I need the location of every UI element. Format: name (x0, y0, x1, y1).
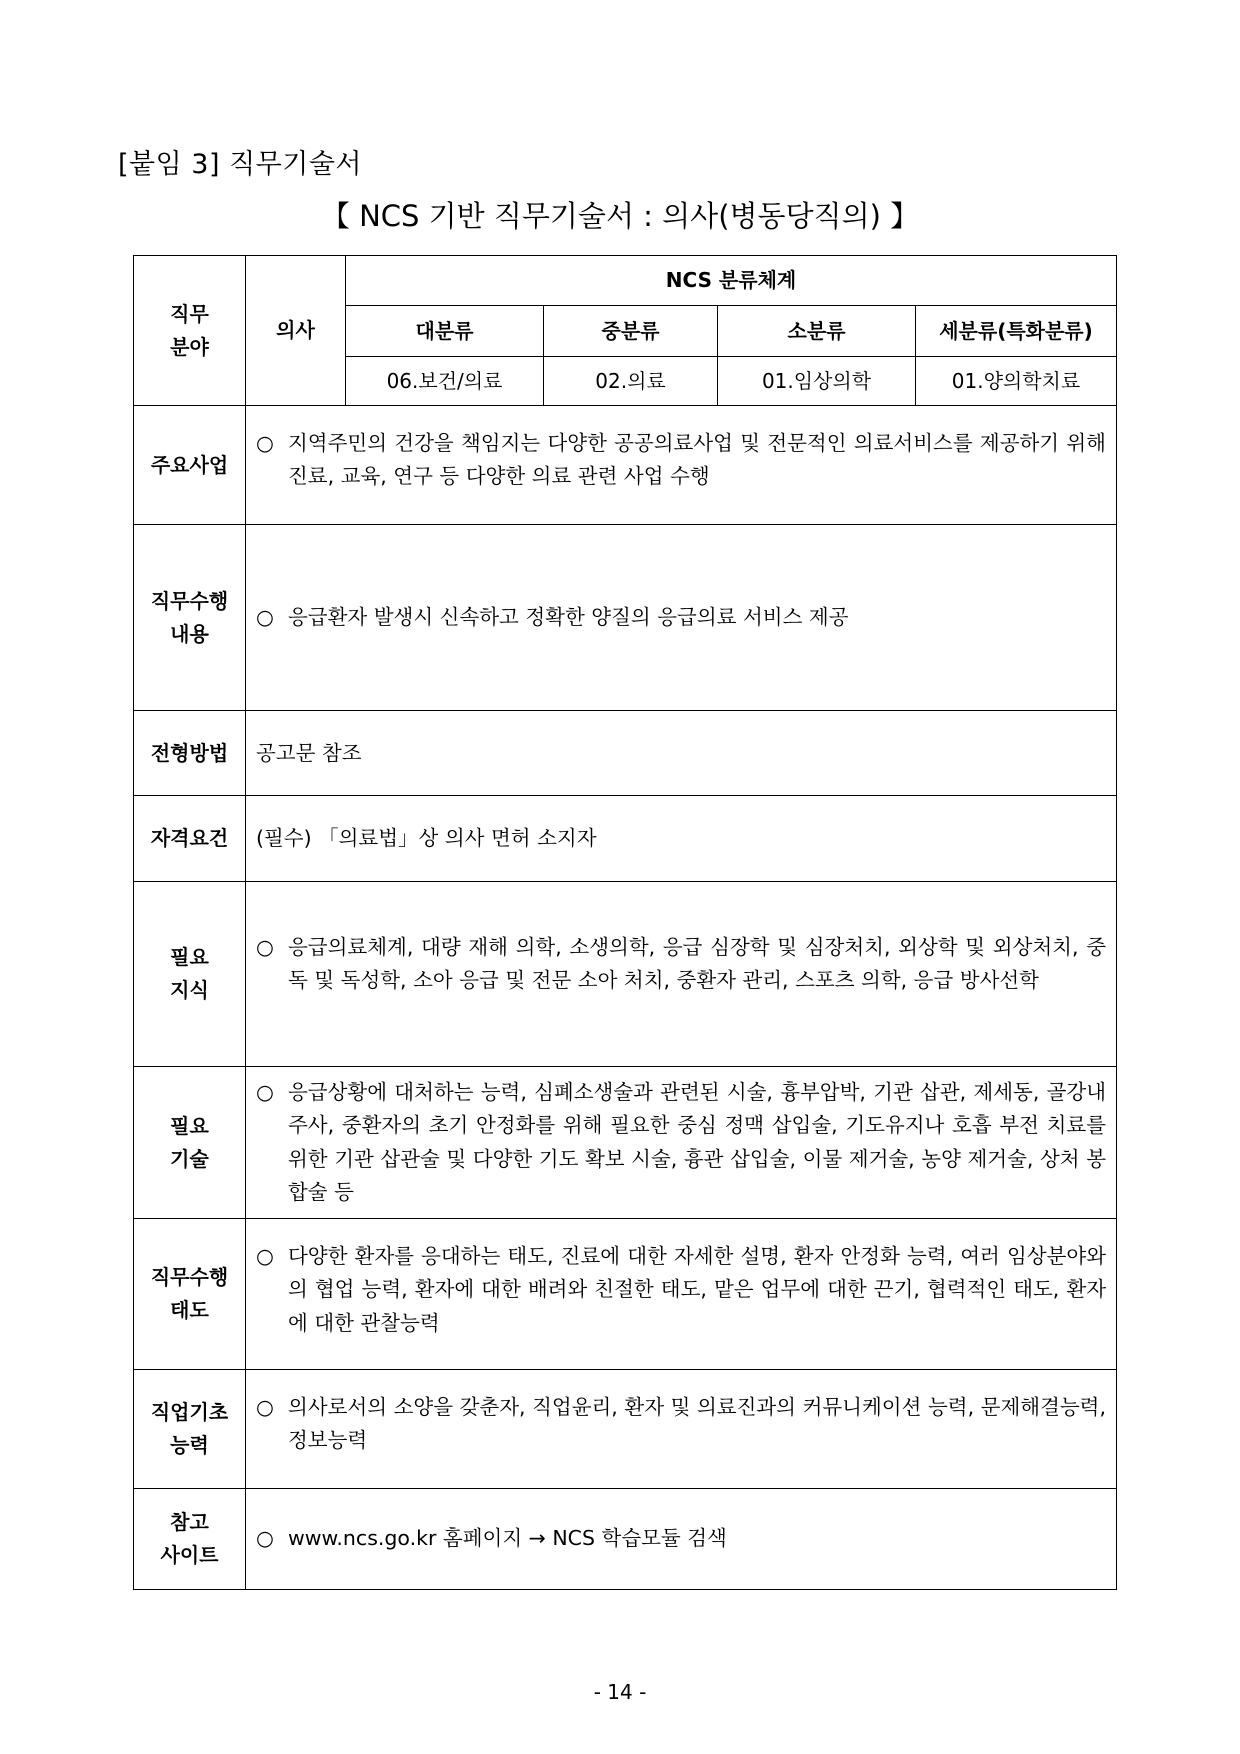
column-major-category: 대분류 (346, 306, 544, 357)
bullet-circle: ○ (256, 1394, 274, 1419)
ncs-classification-header: NCS 분류체계 (346, 256, 1117, 306)
row-label: 직무수행 태도 (134, 1219, 246, 1370)
bullet-circle: ○ (256, 1079, 274, 1104)
row-text: 지역주민의 건강을 책임지는 다양한 공공의료사업 및 전문적인 의료서비스를 제공하기 위해 진료, 교육, 연구 등 다양한 의료 관련 사업 수행 (288, 430, 1106, 488)
row-text: 의사로서의 소양을 갖춘자, 직업윤리, 환자 및 의료진과의 커뮤니케이션 능력, 문제해결능력, 정보능력 (288, 1394, 1106, 1452)
row-label: 직무수행 내용 (134, 525, 246, 711)
row-content (246, 796, 1117, 882)
row-label: 자격요건 (134, 796, 246, 882)
classification-header-row (134, 256, 1117, 306)
row-required-knowledge (134, 882, 1117, 1067)
row-basic-competency (134, 1370, 1117, 1489)
row-content (246, 406, 1117, 525)
value-sub-category: 01.양의학치료 (916, 357, 1117, 406)
row-label: 참고 사이트 (134, 1489, 246, 1590)
attachment-heading: [붙임 3] 직무기술서 (118, 149, 362, 180)
bullet-circle: ○ (256, 934, 274, 959)
column-middle-category: 중분류 (544, 306, 718, 357)
row-text: 공고문 참조 (256, 740, 362, 765)
row-content (246, 1067, 1117, 1219)
column-sub-category: 세분류(특화분류) (916, 306, 1117, 357)
reference-link[interactable]: www.ncs.go.kr 홈페이지 → NCS 학습모듈 검색 (288, 1526, 727, 1551)
row-reference-site (134, 1489, 1117, 1590)
value-major-category: 06.보건/의료 (346, 357, 544, 406)
field-label: 직무 분야 (170, 301, 209, 359)
page-number: - 14 - (593, 1680, 647, 1704)
row-label: 전형방법 (134, 711, 246, 796)
row-content (246, 1489, 1117, 1590)
row-content (246, 525, 1117, 711)
row-label: 필요 지식 (134, 882, 246, 1067)
row-text: 응급상황에 대처하는 능력, 심폐소생술과 관련된 시술, 흉부압박, 기관 삽관, 제세동, 골강내 주사, 중환자의 초기 안정화를 위해 필요한 중심 정맥 삽입술, 기도유지나 호흡 부전 치료를 위한 기관 삽관술 및 다양한 기도 확보 시술, 흉관 삽입술, 이물 제거술, 농양 제거술, 상처 봉합술 등 (288, 1079, 1106, 1204)
row-content (246, 1219, 1117, 1370)
row-text: 다양한 환자를 응대하는 태도, 진료에 대한 자세한 설명, 환자 안정화 능력, 여러 임상분야와의 협업 능력, 환자에 대한 배려와 친절한 태도, 맡은 업무에 대한 끈기, 협력적인 태도, 환자에 대한 관찰능력 (288, 1243, 1106, 1335)
row-selection-method (134, 711, 1117, 796)
row-main-business (134, 406, 1117, 525)
bullet-circle: ○ (256, 1526, 274, 1551)
row-label: 필요 기술 (134, 1067, 246, 1219)
bullet-circle: ○ (256, 604, 274, 629)
row-qualifications (134, 796, 1117, 882)
row-content (246, 711, 1117, 796)
column-minor-category: 소분류 (718, 306, 916, 357)
row-label: 주요사업 (134, 406, 246, 525)
row-content (246, 882, 1117, 1067)
row-text: 응급환자 발생시 신속하고 정확한 양질의 응급의료 서비스 제공 (288, 604, 849, 629)
row-label: 직업기초 능력 (134, 1370, 246, 1489)
row-job-attitude (134, 1219, 1117, 1370)
field-label-cell (134, 256, 246, 406)
job-name-cell (246, 256, 346, 406)
row-required-skills (134, 1067, 1117, 1219)
job-name: 의사 (276, 318, 315, 342)
value-middle-category: 02.의료 (544, 357, 718, 406)
row-job-duties (134, 525, 1117, 711)
document-title: 【 NCS 기반 직무기술서 : 의사(병동당직의) 】 (320, 199, 920, 233)
bullet-circle: ○ (256, 430, 274, 455)
row-text: 응급의료체계, 대량 재해 의학, 소생의학, 응급 심장학 및 심장처치, 외상학 및 외상처치, 중독 및 독성학, 소아 응급 및 전문 소아 처치, 중환자 관리, 스포츠 의학, 응급 방사선학 (288, 934, 1106, 992)
row-content (246, 1370, 1117, 1489)
bullet-circle: ○ (256, 1243, 274, 1268)
value-minor-category: 01.임상의학 (718, 357, 916, 406)
row-text: (필수) 「의료법」상 의사 면허 소지자 (256, 826, 597, 850)
job-description-table (133, 255, 1117, 1590)
